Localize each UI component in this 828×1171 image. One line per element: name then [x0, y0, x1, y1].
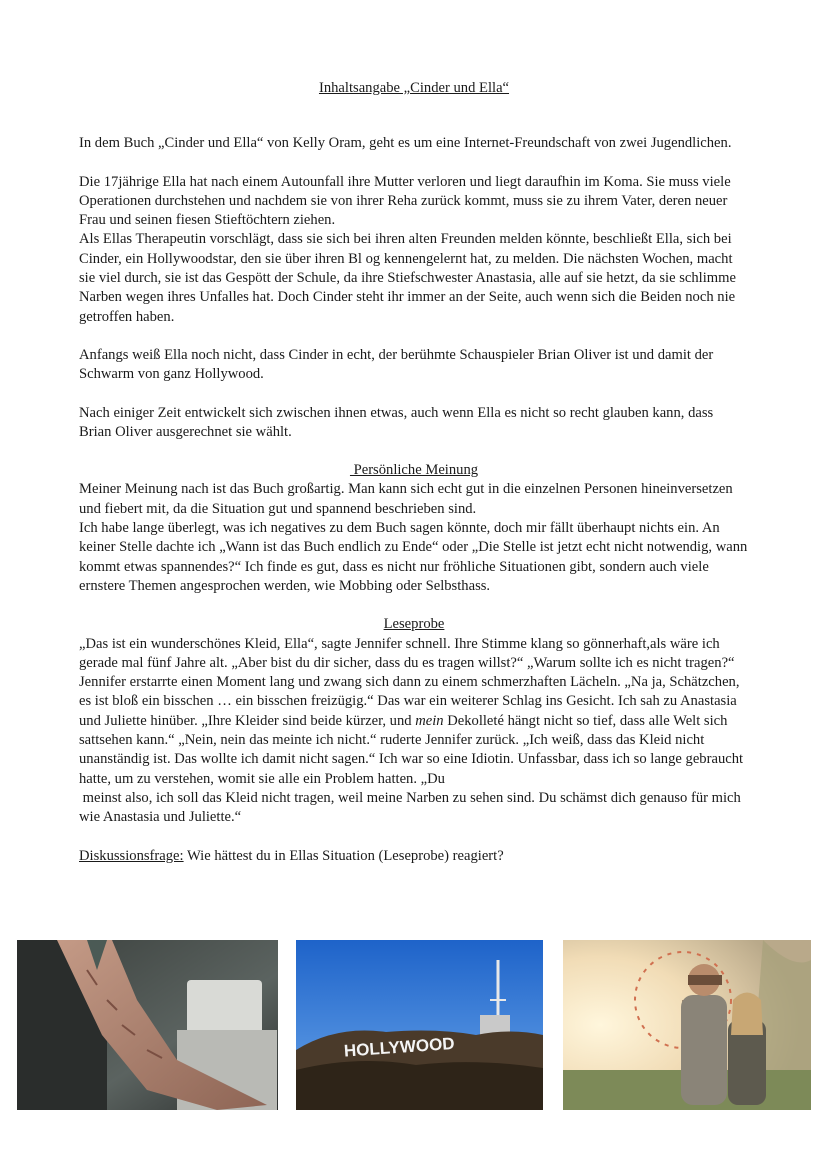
- excerpt-paragraph-continued: meinst also, ich soll das Kleid nicht tragen, weil meine Narben zu sehen sind. Du schämst dich genauso für mich wie Anastasia und Juliette.“: [79, 789, 745, 826]
- discussion-question: [79, 847, 749, 866]
- opinion-paragraph-2: Ich habe lange überlegt, was ich negatives zu dem Buch sagen könnte, doch mir fällt überhaupt nichts ein. An keiner Stelle dachte ich „Wann ist das Buch endlich zu Ende“ oder „Die Stelle ist jetzt echt nicht notwendig, wann kommt etwas spannendes?“ Ich finde es gut, dass es nicht nur fröhliche Situationen gibt, sondern auch viele ernstere Themen angesprochen werden, wie Mobbing oder Selbsthass.: [79, 520, 748, 594]
- discussion-question-text: Wie hättest du in Ellas Situation (Leseprobe) reagiert?: [183, 847, 504, 864]
- page-title: Inhaltsangabe „Cinder und Ella“: [318, 80, 510, 96]
- summary-paragraph-plot: Die 17jährige Ella hat nach einem Autounfall ihre Mutter verloren und liegt daraufhin im Koma. Sie muss viele Operationen durchstehen und nachdem sie von ihrer Reha zurück kommt, muss sie zu ihrem Vater, deren neuer Frau und seinen fiesen Stieftöchtern ziehen.: [79, 173, 731, 229]
- hollywood-sign-photo: [296, 940, 543, 1110]
- excerpt-heading: Leseprobe: [383, 616, 445, 633]
- arm-scars-photo: [17, 940, 278, 1110]
- hollywood-sign-text: HOLLYWOOD: [343, 1033, 456, 1061]
- excerpt-emphasis: mein: [415, 712, 444, 729]
- summary-paragraph-ending: Nach einiger Zeit entwickelt sich zwischen ihnen etwas, auch wenn Ella es nicht so recht glauben kann, dass Brian Oliver ausgerechnet sie wählt.: [79, 404, 714, 440]
- opinion-heading: Persönliche Meinung: [349, 462, 479, 479]
- excerpt-text-1: „Das ist ein wunderschönes Kleid, Ella“, sagte Jennifer schnell. Ihre Stimme klang so gönnerhaft,als wäre ich gerade mal fünf Jahre alt. „Aber bist du dir sicher, dass du es tragen willst?“ „Warum sollte ich es nicht tragen?“ Jennifer erstarrte einen Moment lang und zwang sich dann zu einem schmerzhaften Lächeln. „Na ja, Schätzchen, es ist bloß ein bisschen … ein bisschen freizügig.“ Das war ein weiterer Schlag ins Gesicht. Ich sah zu Anastasia und Juliette hinüber. „Ihre Kleider sind beide kürzer, und: [79, 635, 740, 729]
- document-body: [79, 79, 749, 885]
- couple-at-fair-photo: [563, 940, 811, 1110]
- photo-strip: [0, 940, 828, 1112]
- summary-paragraph-intro: In dem Buch „Cinder und Ella“ von Kelly Oram, geht es um eine Internet-Freundschaft von zwei Jugendlichen.: [79, 135, 732, 152]
- discussion-question-label: Diskussionsfrage:: [79, 847, 184, 864]
- excerpt-paragraph: [79, 635, 749, 789]
- opinion-paragraph-1: Meiner Meinung nach ist das Buch großartig. Man kann sich echt gut in die einzelnen Personen hineinversetzen und fiebert mit, da die Situation gut und spannend beschrieben sind.: [79, 481, 733, 517]
- excerpt-text-2: Dekolleté hängt nicht so tief, dass alle Welt sich sattsehen kann.“ „Nein, nein das meinte ich nicht.“ ruderte Jennifer zurück. „Ich weiß, dass das Kleid nicht unanständig ist. Das wollte ich damit nicht sagen.“ Ich war so eine Idiotin. Unfassbar, dass ich so lange gebraucht hatte, um zu verstehen, womit sie alle ein Problem hatten. „Du: [79, 712, 744, 787]
- summary-paragraph-cinder: Anfangs weiß Ella noch nicht, dass Cinder in echt, der berühmte Schauspieler Brian Oliver ist und damit der Schwarm von ganz Hollywood.: [79, 346, 714, 383]
- summary-paragraph-therapist: Als Ellas Therapeutin vorschlägt, dass sie sich bei ihren alten Freunden melden könnte, beschließt Ella, sich bei Cinder, ein Hollywoodstar, den sie über ihren Bl og kennengelernt hat, zu melden. Die nächsten Wochen, macht sie viel durch, sie ist das Gespött der Schule, da ihre Stiefschwester Anastasia, alle auf sie hetzt, da sie schlimme Narben wegen ihres Unfalles hat. Doch Cinder steht ihr immer an der Seite, auch wenn sich die Beiden noch nie getroffen haben.: [79, 231, 736, 325]
